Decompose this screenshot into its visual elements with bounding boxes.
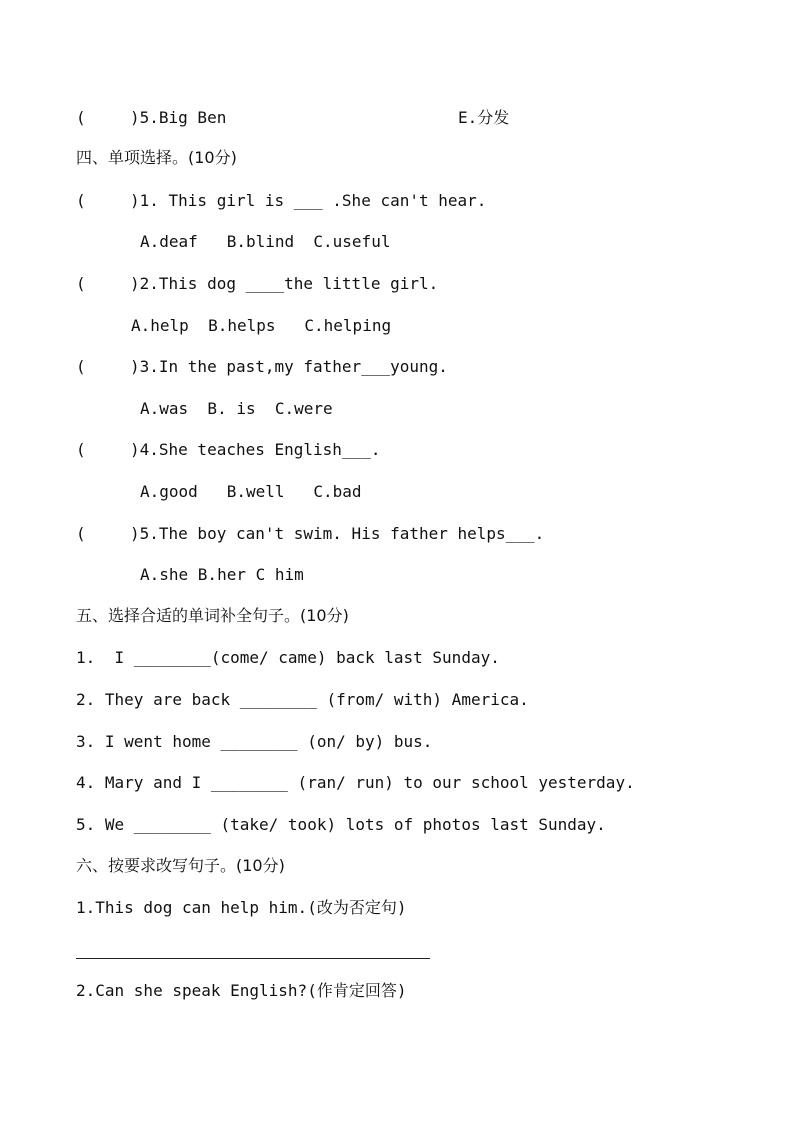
section4-heading: 四、单项选择。(10分): [76, 148, 237, 167]
s3-q5-option: E.分发: [458, 108, 510, 127]
s5-item-5: 5. We ________ (take/ took) lots of photos last Sunday.: [76, 815, 606, 834]
s4-q4-stem: )4.She teaches English___.: [130, 440, 381, 459]
s5-item-4: 4. Mary and I ________ (ran/ run) to our school yesterday.: [76, 773, 635, 792]
s4-q2-options: A.help B.helps C.helping: [131, 316, 392, 335]
s3-q5-text: )5.Big Ben: [130, 108, 227, 127]
s4-q2-stem: )2.This dog ____the little girl.: [130, 274, 439, 293]
s3-q5-paren: (: [76, 108, 86, 127]
s4-q1-options: A.deaf B.blind C.useful: [140, 232, 391, 251]
s5-item-2: 2. They are back ________ (from/ with) America.: [76, 690, 529, 709]
s4-q3-stem: )3.In the past,my father___young.: [130, 357, 448, 376]
s4-q4-paren: (: [76, 440, 86, 459]
s6-item-2: 2.Can she speak English?(作肯定回答): [76, 981, 407, 1000]
s4-q2-paren: (: [76, 274, 86, 293]
section5-heading: 五、选择合适的单词补全句子。(10分): [76, 606, 349, 625]
s4-q3-options: A.was B. is C.were: [140, 399, 333, 418]
answer-blank-line: [76, 958, 430, 959]
s4-q1-stem: )1. This girl is ___ .She can't hear.: [130, 191, 487, 210]
s4-q5-paren: (: [76, 524, 86, 543]
s4-q1-paren: (: [76, 191, 86, 210]
s6-item-1: 1.This dog can help him.(改为否定句): [76, 898, 407, 917]
s4-q5-stem: )5.The boy can't swim. His father helps___.: [130, 524, 545, 543]
s5-item-1: 1. I ________(come/ came) back last Sunday.: [76, 648, 500, 667]
s4-q3-paren: (: [76, 357, 86, 376]
s4-q5-options: A.she B.her C him: [140, 565, 304, 584]
s4-q4-options: A.good B.well C.bad: [140, 482, 362, 501]
section6-heading: 六、按要求改写句子。(10分): [76, 856, 285, 875]
s5-item-3: 3. I went home ________ (on/ by) bus.: [76, 732, 433, 751]
